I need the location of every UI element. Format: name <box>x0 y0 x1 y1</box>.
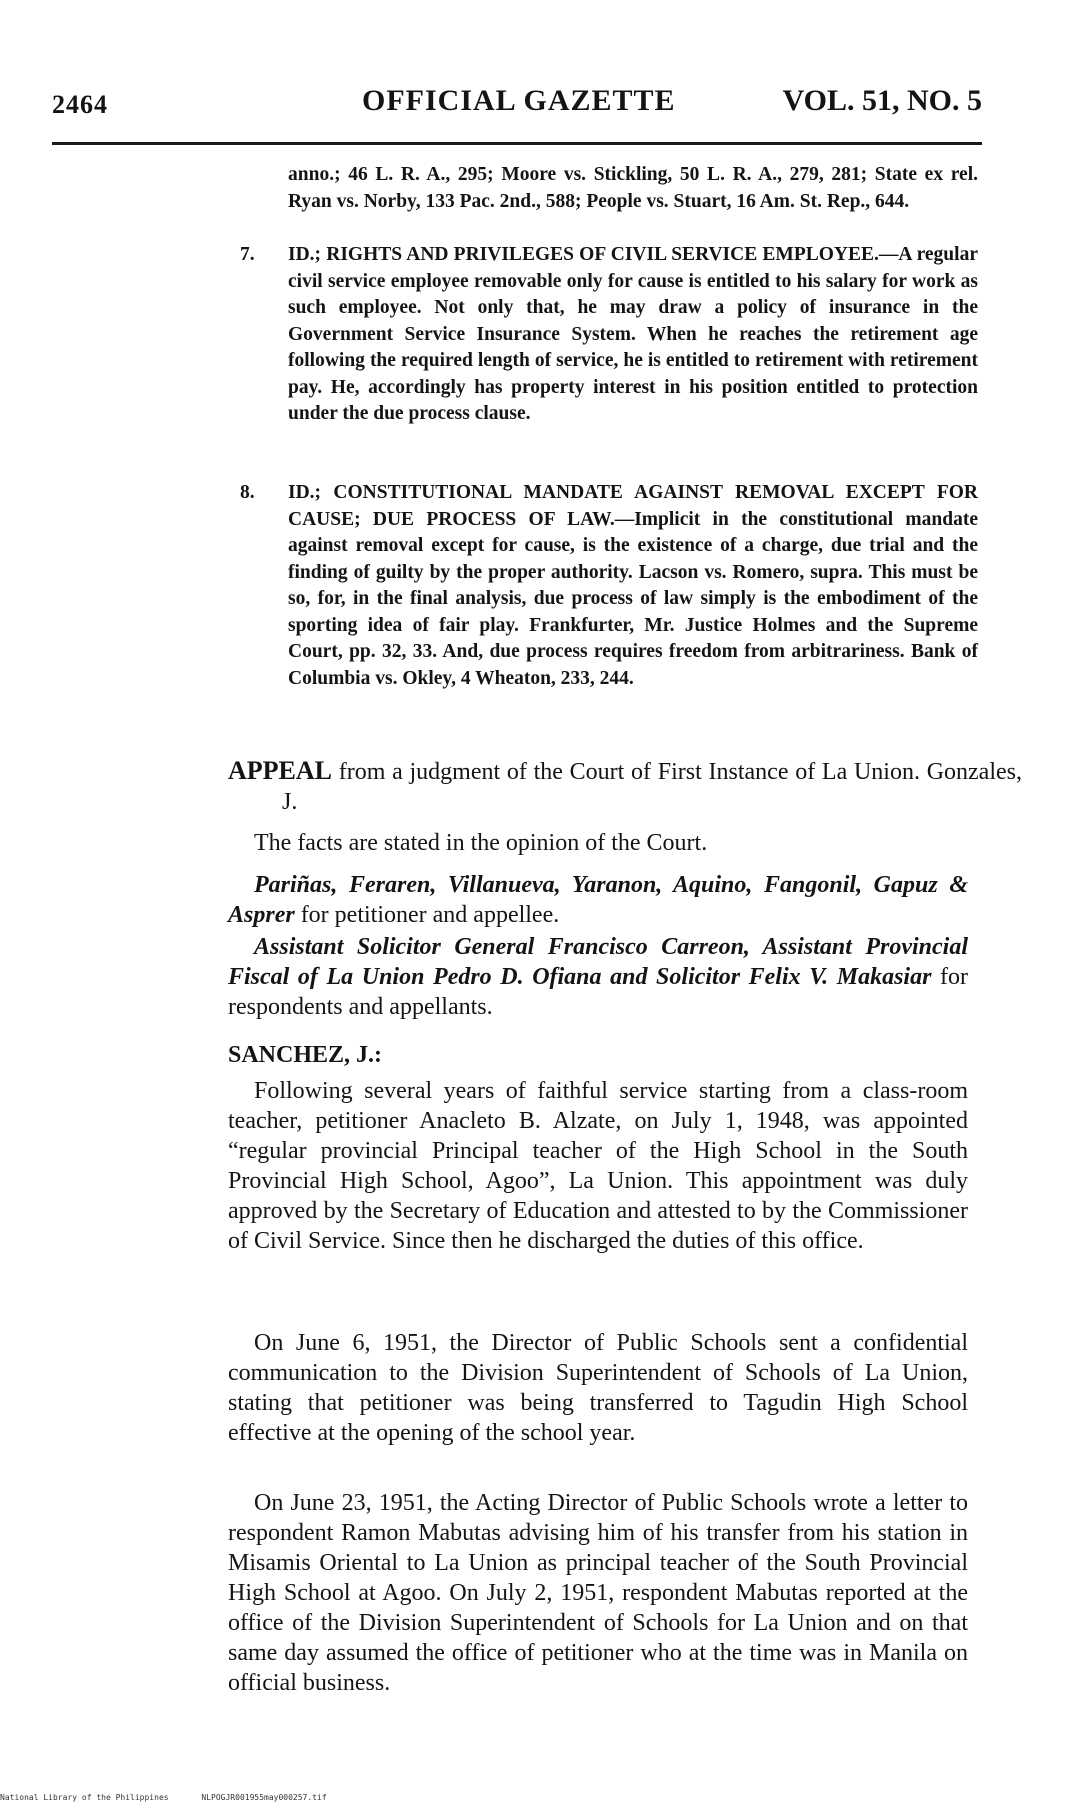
syllabus-text: Implicit in the constitutional mandate against removal except for cause, is the existence of a charge, due trial and the finding of guilty by the proper authority. Lacson vs. Romero, supra. This must be so, for, in the final analysis, due process of law simply is the embodiment of the sporting idea of fair play. Frankfurter, Mr. Justice Holmes and the Supreme Court, pp. 32, 33. And, due process requires freedom from arbitrariness. Bank of Columbia vs. Okley, 4 Wheaton, 233, 244. <box>288 508 978 689</box>
syllabus-heading: ID.; RIGHTS AND PRIVILEGES OF CIVIL SERVICE EMPLOYEE.— <box>288 244 899 265</box>
counsel-role: for petitioner and appellee. <box>300 902 560 928</box>
syllabus-item-7 <box>240 242 978 428</box>
appeal-paragraph <box>228 756 1022 817</box>
syllabus-number: 7. <box>240 244 255 265</box>
scan-footer <box>0 1793 1082 1802</box>
counsel-petitioner <box>228 870 968 930</box>
syllabus-item-8 <box>240 480 978 692</box>
citation-continuation <box>288 162 978 215</box>
appeal-text: from a judgment of the Court of First Instance of La Union. Gonzales, J. <box>282 759 1022 815</box>
page-header <box>52 84 982 124</box>
counsel-names: Pariñas, Feraren, Villanueva, Yaranon, Aquino, Fangonil, Gapuz & Asprer <box>228 872 968 928</box>
counsel-respondents <box>228 932 968 1022</box>
opinion-paragraph-1: Following several years of faithful service starting from a class-room teacher, petitioner Anacleto B. Alzate, on July 1, 1948, was appointed “regular provincial Principal teacher of the High School in the South Provincial High School, Agoo”, La Union. This appointment was duly approved by the Secretary of Education and attested to by the Commissioner of Civil Service. Since then he discharged the duties of this office. <box>228 1078 968 1254</box>
opinion-paragraph-3: On June 23, 1951, the Acting Director of Public Schools wrote a letter to respondent Ramon Mabutas advising him of his transfer from his station in Misamis Oriental to La Union as principal teacher of the South Provincial High School at Agoo. On July 2, 1951, respondent Mabutas reported at the office of the Division Superintendent of Schools for La Union and on that same day assumed the office of petitioner who at the time was in Manila on official business. <box>228 1490 968 1696</box>
facts-statement: The facts are stated in the opinion of the Court. <box>254 830 708 856</box>
page-number: 2464 <box>52 90 108 119</box>
citation-text: anno.; 46 L. R. A., 295; Moore vs. Stickling, 50 L. R. A., 279, 281; State ex rel. Ryan vs. Norby, 133 Pac. 2nd., 588; People vs. Stuart, 16 Am. St. Rep., 644. <box>288 164 978 212</box>
gazette-title: OFFICIAL GAZETTE <box>362 84 676 117</box>
counsel-role: for respondents and appellants. <box>228 964 969 1020</box>
footer-file: NLPOGJR001955may000257.tif <box>201 1793 327 1802</box>
syllabus-text: A regular civil service employee removable only for cause is entitled to his salary for work as such employee. Not only that, he may draw a policy of insurance in the Government Service Insurance System. When he reaches the retirement age following the required length of service, he is entitled to retirement with retirement pay. He, accordingly has property interest in his position entitled to protection under the due process clause. <box>288 244 978 424</box>
appeal-lead: APPEAL <box>228 756 332 785</box>
volume-number: VOL. 51, NO. 5 <box>782 84 982 117</box>
header-rule <box>52 142 982 145</box>
footer-source: National Library of the Philippines <box>0 1793 169 1802</box>
judge-name: SANCHEZ, J.: <box>228 1042 383 1068</box>
counsel-names: Assistant Solicitor General Francisco Carreon, Assistant Provincial Fiscal of La Union Pedro D. Ofiana and Solicitor Felix V. Makasiar <box>228 934 968 990</box>
syllabus-heading: ID.; CONSTITUTIONAL MANDATE AGAINST REMOVAL EXCEPT FOR CAUSE; DUE PROCESS OF LAW.— <box>288 482 978 530</box>
syllabus-number: 8. <box>240 482 255 503</box>
opinion-paragraph-2: On June 6, 1951, the Director of Public Schools sent a confidential communication to the Division Superintendent of Schools of La Union, stating that petitioner was being transferred to Tagudin High School effective at the opening of the school year. <box>228 1330 968 1446</box>
